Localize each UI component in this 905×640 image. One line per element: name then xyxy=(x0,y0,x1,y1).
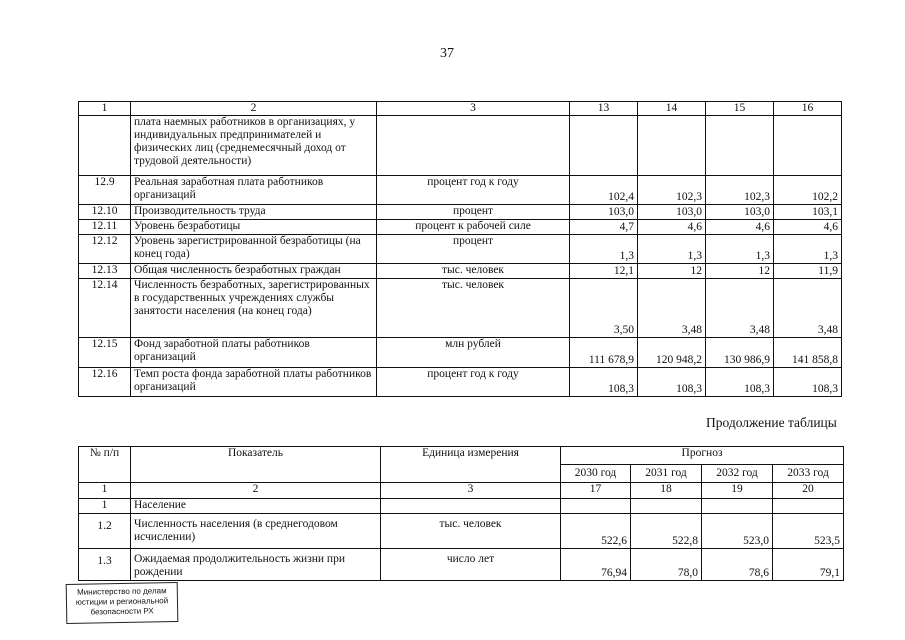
index-cell: 18 xyxy=(631,483,702,499)
header-unit: Единица измерения xyxy=(381,447,561,483)
table-row xyxy=(79,264,842,279)
header-cell: 15 xyxy=(706,102,774,116)
row-number: 12.12 xyxy=(79,235,131,264)
indicators-table-continued xyxy=(78,101,842,397)
row-number: 12.14 xyxy=(79,279,131,338)
indicator-name: Численность населения (в среднегодовом исчислении) xyxy=(131,514,381,549)
stamp-line: юстиции и региональной xyxy=(75,596,169,607)
indicator-name: плата наемных работников в организациях, у индивидуальных предпринимателей и физических лиц (среднемесячный доход от трудовой деятельности) xyxy=(131,116,377,176)
index-cell: 17 xyxy=(561,483,631,499)
header-cell: 1 xyxy=(79,102,131,116)
unit: процент год к году xyxy=(377,368,570,397)
ministry-stamp xyxy=(66,582,179,624)
value-cell xyxy=(561,499,631,514)
value-cell: 103,1 xyxy=(774,205,842,220)
indicator-name: Население xyxy=(131,499,381,514)
value-cell: 11,9 xyxy=(774,264,842,279)
index-cell: 19 xyxy=(702,483,773,499)
row-number: 12.16 xyxy=(79,368,131,397)
header-num: № п/п xyxy=(79,447,131,483)
header-cell: 13 xyxy=(570,102,638,116)
table-row xyxy=(79,235,842,264)
value-cell: 108,3 xyxy=(638,368,706,397)
unit: млн рублей xyxy=(377,338,570,368)
value-cell: 103,0 xyxy=(706,205,774,220)
indicator-name: Фонд заработной платы работников организаций xyxy=(131,338,377,368)
unit: число лет xyxy=(381,549,561,581)
unit: процент xyxy=(377,235,570,264)
unit: тыс. человек xyxy=(377,264,570,279)
value-cell: 76,94 xyxy=(561,549,631,581)
index-cell: 3 xyxy=(381,483,561,499)
value-cell: 523,5 xyxy=(773,514,844,549)
row-number: 12.11 xyxy=(79,220,131,235)
table-header-row xyxy=(79,102,842,116)
value-cell: 108,3 xyxy=(706,368,774,397)
header-cell: 14 xyxy=(638,102,706,116)
table-row xyxy=(79,176,842,205)
indicator-name: Реальная заработная плата работников организаций xyxy=(131,176,377,205)
indicator-name: Численность безработных, зарегистрированных в государственных учреждениях службы занятости населения (на конец года) xyxy=(131,279,377,338)
table-row xyxy=(79,116,842,176)
unit xyxy=(377,116,570,176)
value-cell: 102,3 xyxy=(706,176,774,205)
value-cell: 1,3 xyxy=(570,235,638,264)
value-cell: 79,1 xyxy=(773,549,844,581)
unit: тыс. человек xyxy=(381,514,561,549)
indicator-name: Производительность труда xyxy=(131,205,377,220)
value-cell: 523,0 xyxy=(702,514,773,549)
index-cell: 1 xyxy=(79,483,131,499)
value-cell: 1,3 xyxy=(638,235,706,264)
value-cell xyxy=(638,116,706,176)
page-number: 37 xyxy=(440,46,454,61)
index-cell: 2 xyxy=(131,483,381,499)
value-cell: 3,48 xyxy=(638,279,706,338)
value-cell: 102,4 xyxy=(570,176,638,205)
value-cell: 12,1 xyxy=(570,264,638,279)
row-number: 12.13 xyxy=(79,264,131,279)
indicator-name: Уровень безработицы xyxy=(131,220,377,235)
value-cell: 103,0 xyxy=(570,205,638,220)
table-row xyxy=(79,205,842,220)
row-number: 12.9 xyxy=(79,176,131,205)
value-cell: 111 678,9 xyxy=(570,338,638,368)
value-cell: 4,6 xyxy=(638,220,706,235)
forecast-table xyxy=(78,446,844,581)
value-cell: 102,3 xyxy=(638,176,706,205)
row-number: 1 xyxy=(79,499,131,514)
value-cell: 522,6 xyxy=(561,514,631,549)
value-cell: 78,6 xyxy=(702,549,773,581)
table-continuation-label: Продолжение таблицы xyxy=(706,415,837,430)
table-row xyxy=(79,279,842,338)
header-year: 2030 год xyxy=(561,465,631,483)
table-index-row xyxy=(79,483,844,499)
table-row xyxy=(79,514,844,549)
unit: процент xyxy=(377,205,570,220)
table-row xyxy=(79,338,842,368)
value-cell: 1,3 xyxy=(706,235,774,264)
indicator-name: Общая численность безработных граждан xyxy=(131,264,377,279)
row-number xyxy=(79,116,131,176)
value-cell xyxy=(631,499,702,514)
value-cell: 3,48 xyxy=(774,279,842,338)
value-cell: 108,3 xyxy=(774,368,842,397)
unit: тыс. человек xyxy=(377,279,570,338)
header-indicator: Показатель xyxy=(131,447,381,483)
row-number: 1.3 xyxy=(79,549,131,581)
value-cell: 12 xyxy=(638,264,706,279)
header-year: 2032 год xyxy=(702,465,773,483)
header-cell: 16 xyxy=(774,102,842,116)
value-cell: 1,3 xyxy=(774,235,842,264)
value-cell xyxy=(570,116,638,176)
header-year: 2033 год xyxy=(773,465,844,483)
index-cell: 20 xyxy=(773,483,844,499)
unit: процент к рабочей силе xyxy=(377,220,570,235)
table-header-row xyxy=(79,447,844,465)
value-cell: 3,48 xyxy=(706,279,774,338)
indicator-name: Уровень зарегистрированной безработицы (на конец года) xyxy=(131,235,377,264)
value-cell xyxy=(773,499,844,514)
value-cell: 4,6 xyxy=(774,220,842,235)
header-cell: 2 xyxy=(131,102,377,116)
value-cell: 102,2 xyxy=(774,176,842,205)
header-forecast: Прогноз xyxy=(561,447,844,465)
row-number: 1.2 xyxy=(79,514,131,549)
value-cell: 130 986,9 xyxy=(706,338,774,368)
value-cell: 108,3 xyxy=(570,368,638,397)
value-cell: 12 xyxy=(706,264,774,279)
header-year: 2031 год xyxy=(631,465,702,483)
table-row xyxy=(79,220,842,235)
value-cell: 78,0 xyxy=(631,549,702,581)
value-cell: 4,6 xyxy=(706,220,774,235)
row-number: 12.15 xyxy=(79,338,131,368)
value-cell: 103,0 xyxy=(638,205,706,220)
indicator-name: Ожидаемая продолжительность жизни при рождении xyxy=(131,549,381,581)
value-cell xyxy=(774,116,842,176)
stamp-line: Министерство по делам xyxy=(76,586,167,597)
value-cell: 4,7 xyxy=(570,220,638,235)
value-cell: 522,8 xyxy=(631,514,702,549)
value-cell xyxy=(702,499,773,514)
unit: процент год к году xyxy=(377,176,570,205)
header-cell: 3 xyxy=(377,102,570,116)
value-cell: 141 858,8 xyxy=(774,338,842,368)
row-number: 12.10 xyxy=(79,205,131,220)
unit xyxy=(381,499,561,514)
table-row xyxy=(79,549,844,581)
value-cell: 3,50 xyxy=(570,279,638,338)
stamp-line: безопасности РХ xyxy=(90,606,154,617)
table-row xyxy=(79,368,842,397)
value-cell xyxy=(706,116,774,176)
table-row xyxy=(79,499,844,514)
indicator-name: Темп роста фонда заработной платы работников организаций xyxy=(131,368,377,397)
value-cell: 120 948,2 xyxy=(638,338,706,368)
